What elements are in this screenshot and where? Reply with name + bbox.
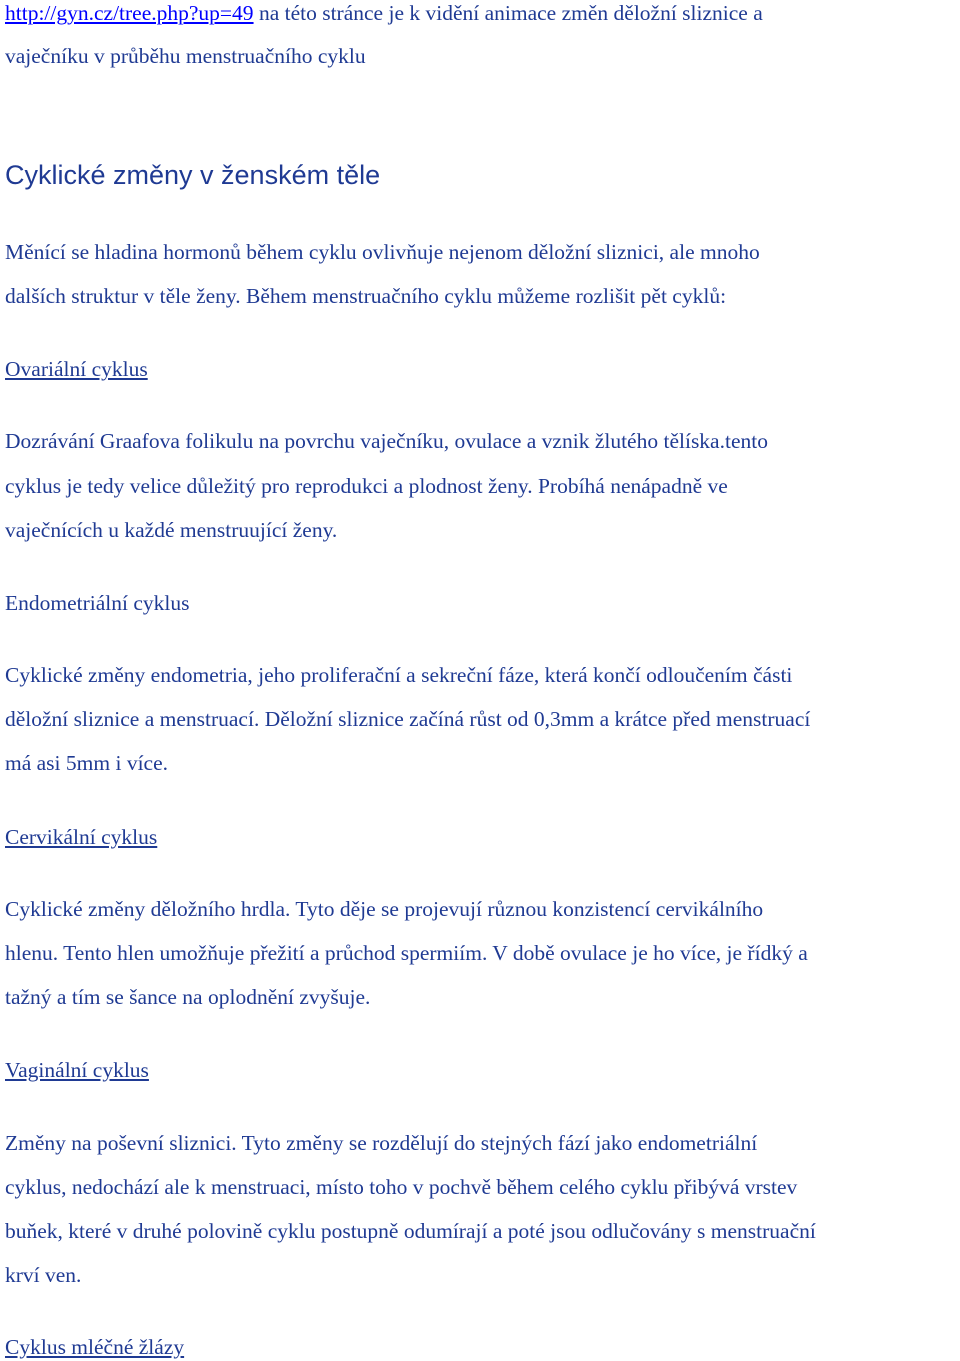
- vaginal-line-1: Změny na poševní sliznici. Tyto změny se rozdělují do stejných fází jako endometriální: [5, 1131, 758, 1155]
- intro-text: na této stránce je k vidění animace změn děložní sliznice a: [253, 1, 763, 25]
- cervical-heading: Cervikální cyklus: [5, 825, 158, 849]
- vaginal-line-3: buňek, které v druhé polovině cyklu postupně odumírají a poté jsou odlučovány s menstruační: [5, 1219, 816, 1243]
- ovarial-heading: Ovariální cyklus: [5, 357, 148, 381]
- section-title: Cyklické změny v ženském těle: [5, 160, 381, 190]
- cervical-line-3: tažný a tím se šance na oplodnění zvyšuje.: [5, 985, 371, 1009]
- source-link[interactable]: http://gyn.cz/tree.php?up=49: [5, 1, 254, 25]
- endometrial-line-1: Cyklické změny endometria, jeho proliferační a sekreční fáze, která končí odloučením části: [5, 663, 793, 687]
- ovarial-line-3: vaječnících u každé menstruující ženy.: [5, 518, 338, 542]
- intro-line-1: [5, 1, 763, 25]
- intro-line-2: vaječníku v průběhu menstruačního cyklu: [5, 44, 366, 68]
- endometrial-line-2: děložní sliznice a menstruací. Děložní sliznice začíná růst od 0,3mm a krátce před menstruací: [5, 707, 811, 731]
- vaginal-heading: Vaginální cyklus: [5, 1058, 149, 1082]
- cervical-line-2: hlenu. Tento hlen umožňuje přežití a průchod spermiím. V době ovulace je ho více, je řídký a: [5, 941, 808, 965]
- mammary-heading: Cyklus mléčné žlázy: [5, 1335, 185, 1359]
- vaginal-line-2: cyklus, nedochází ale k menstruaci, místo toho v pochvě během celého cyklu přibývá vrstev: [5, 1175, 798, 1199]
- paragraph1-line-1: Měnící se hladina hormonů během cyklu ovlivňuje nejenom děložní sliznici, ale mnoho: [5, 240, 760, 264]
- vaginal-line-4: krví ven.: [5, 1263, 82, 1287]
- cervical-line-1: Cyklické změny děložního hrdla. Tyto děje se projevují různou konzistencí cervikálního: [5, 897, 764, 921]
- ovarial-line-1: Dozrávání Graafova folikulu na povrchu vaječníku, ovulace a vznik žlutého tělíska.tento: [5, 429, 768, 453]
- endometrial-heading: Endometriální cyklus: [5, 591, 190, 615]
- ovarial-line-2: cyklus je tedy velice důležitý pro reprodukci a plodnost ženy. Probíhá nenápadně ve: [5, 474, 728, 498]
- paragraph1-line-2: dalších struktur v těle ženy. Během menstruačního cyklu můžeme rozlišit pět cyklů:: [5, 284, 727, 308]
- endometrial-line-3: má asi 5mm i více.: [5, 751, 169, 775]
